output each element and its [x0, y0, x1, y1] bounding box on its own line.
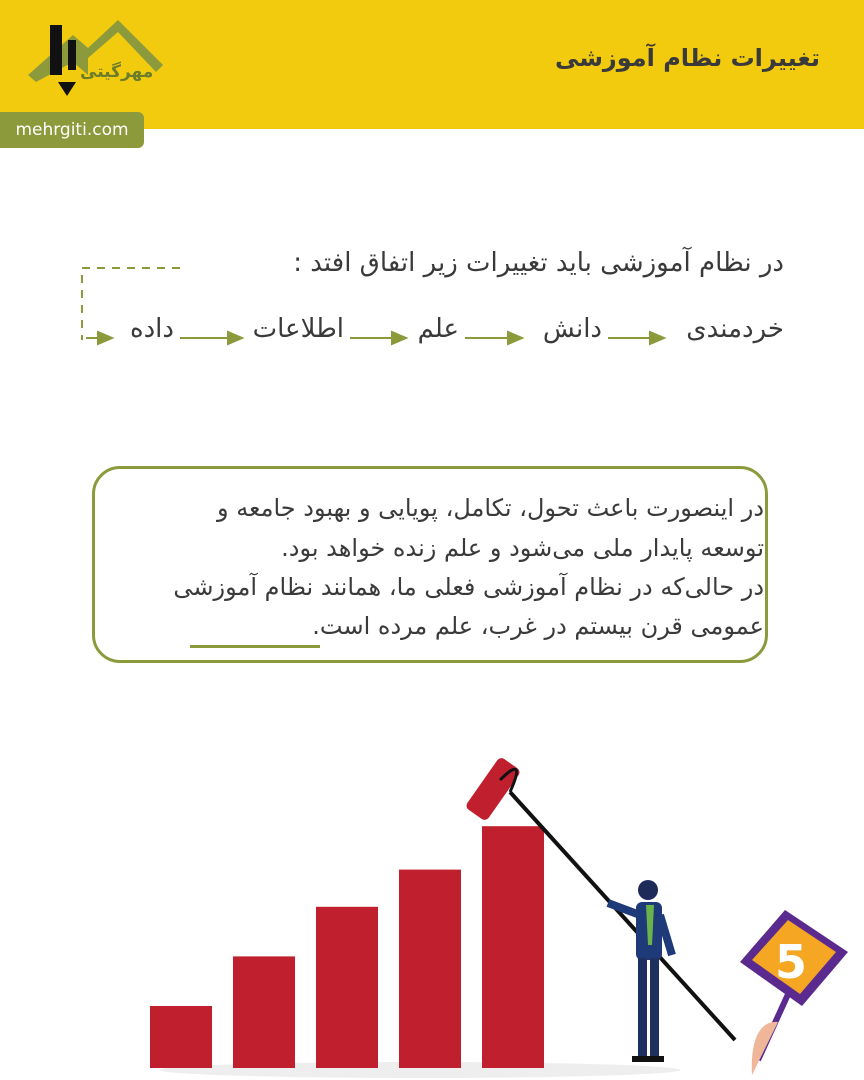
arrow-icon: [608, 332, 664, 344]
highlight-underline: [190, 645, 320, 648]
arrow-icon: [180, 332, 242, 344]
logo-text: مهرگیتی: [80, 62, 154, 82]
paragraph-line-1: در اینصورت باعث تحول، تکامل، پویایی و بهبود جامعه و: [216, 494, 764, 522]
page-title: تغییرات نظام آموزشی: [555, 44, 820, 72]
step-information: اطلاعات: [252, 314, 344, 344]
arrow-icon: [86, 332, 112, 344]
dashed-connector: [82, 268, 180, 340]
step-wisdom: خردمندی: [686, 314, 784, 344]
arrow-icon: [465, 332, 522, 344]
step-data: داده: [129, 314, 174, 344]
bar-2: [233, 956, 295, 1068]
bar-5: [482, 826, 544, 1068]
flow-arrows: [0, 0, 864, 400]
man-figure: [608, 880, 672, 1062]
intro-text: در نظام آموزشی باید تغییرات زیر اتفاق افتد :: [293, 248, 784, 278]
sign-number: 5: [775, 935, 808, 989]
step-science: علم: [417, 314, 459, 344]
paragraph-line-4: عمومی قرن بیستم در غرب، علم مرده است.: [312, 612, 764, 640]
arrow-icon: [350, 332, 406, 344]
bar-1: [150, 1006, 212, 1068]
bar-chart: [150, 826, 544, 1068]
paragraph-line-2: توسعه پایدار ملی می‌شود و علم زنده خواهد بود.: [281, 534, 764, 562]
growth-illustration: [0, 740, 864, 1080]
paragraph-line-3: در حالی‌که در نظام آموزشی فعلی ما، همانند نظام آموزشی: [173, 573, 764, 601]
site-link[interactable]: mehrgiti.com: [0, 112, 144, 148]
step-knowledge: دانش: [542, 314, 602, 344]
bar-3: [316, 907, 378, 1068]
bar-4: [399, 870, 461, 1068]
